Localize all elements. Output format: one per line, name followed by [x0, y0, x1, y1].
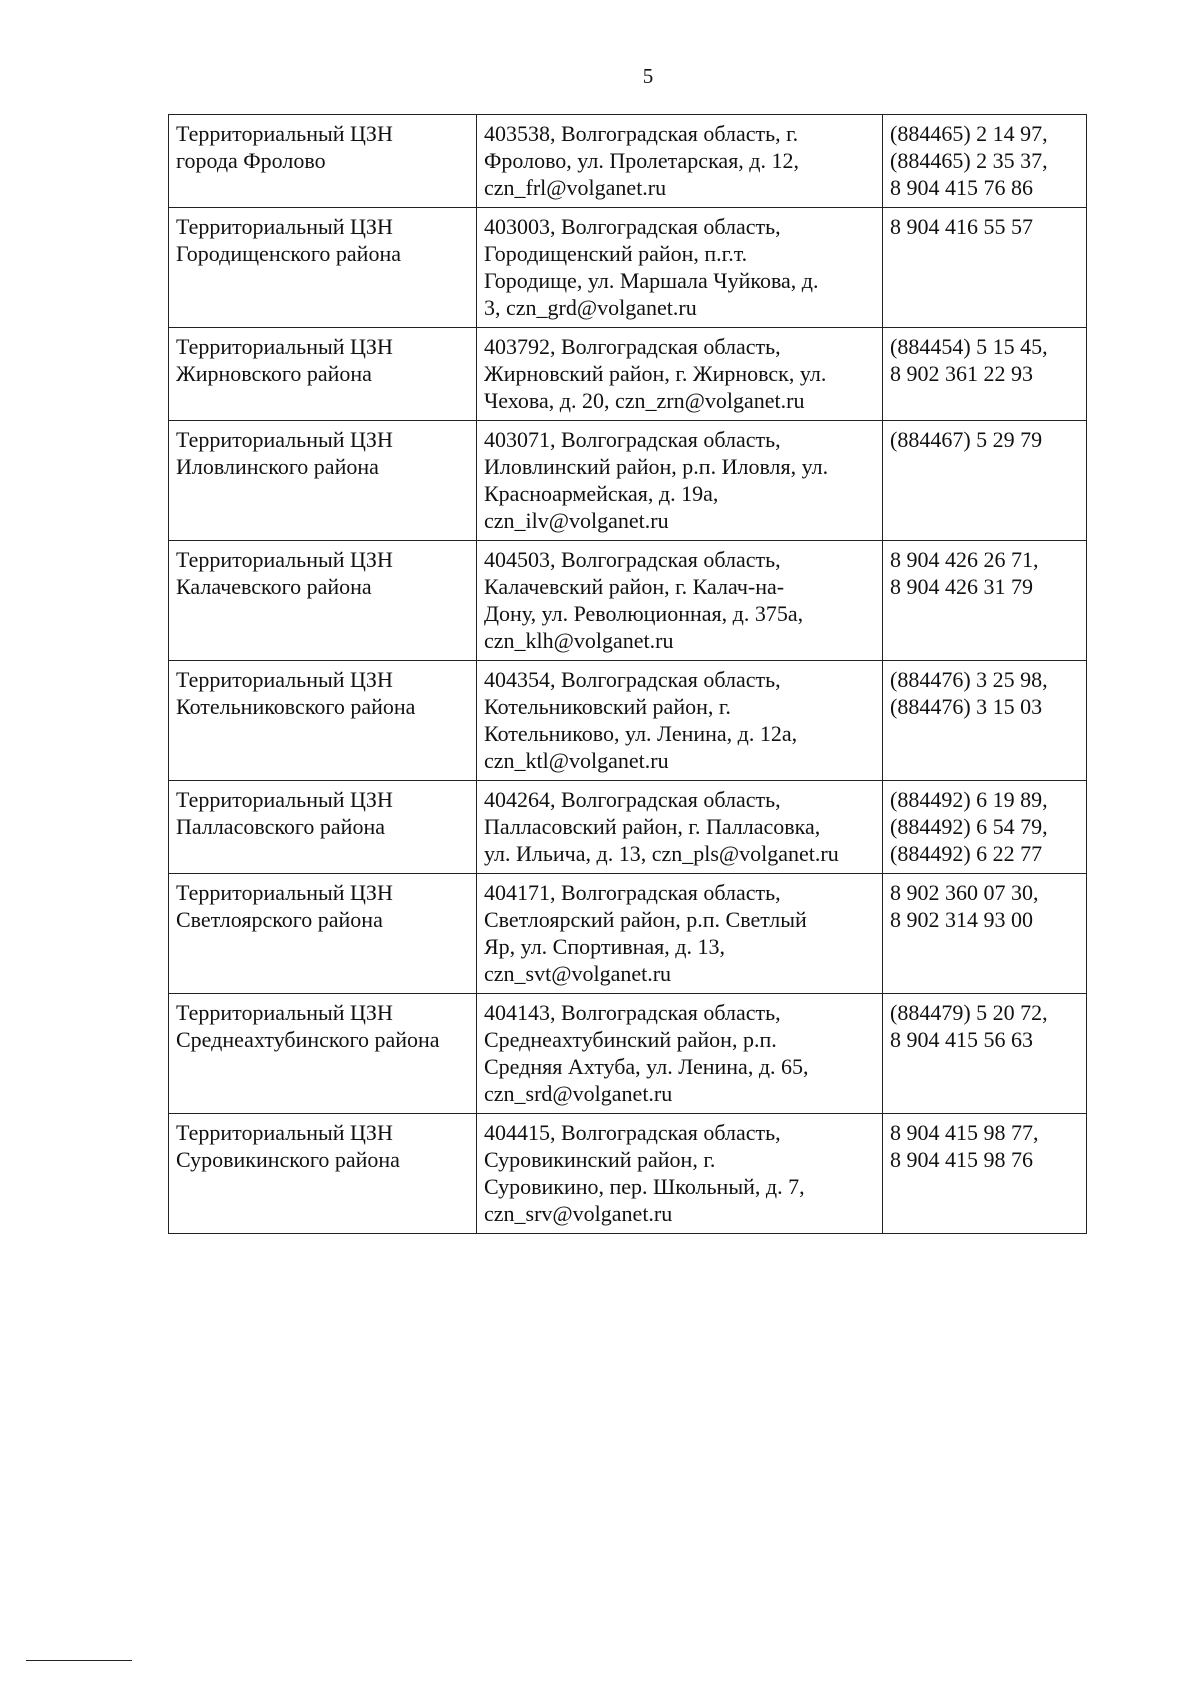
center-address-line: Иловлинский район, р.п. Иловля, ул. — [484, 454, 829, 479]
center-name-line: Жирновского района — [176, 361, 372, 386]
center-phone-line: (884465) 2 14 97, — [890, 121, 1048, 146]
center-phone-line: 8 904 415 76 86 — [890, 175, 1033, 200]
center-address-line: czn_svt@volganet.ru — [484, 961, 672, 986]
center-name-line: Калачевского района — [176, 574, 372, 599]
center-name-cell — [169, 781, 477, 874]
center-address-line: Среднеахтубинский район, р.п. — [484, 1027, 777, 1052]
center-address-line: czn_klh@volganet.ru — [484, 628, 674, 653]
center-name-cell — [169, 541, 477, 661]
center-address-line: Светлоярский район, р.п. Светлый — [484, 907, 807, 932]
employment-centers-table — [168, 114, 1087, 1234]
center-phones-cell — [883, 661, 1087, 781]
center-address-line: 404503, Волгоградская область, — [484, 547, 781, 572]
center-address-cell — [477, 781, 883, 874]
center-address-cell — [477, 874, 883, 994]
table-row — [169, 328, 1087, 421]
center-address-line: Яр, ул. Спортивная, д. 13, — [484, 934, 725, 959]
center-phones-cell — [883, 328, 1087, 421]
table-row — [169, 661, 1087, 781]
center-address-line: ул. Ильича, д. 13, czn_pls@volganet.ru — [484, 841, 839, 866]
center-address-line: 403792, Волгоградская область, — [484, 334, 781, 359]
center-address-line: czn_ktl@volganet.ru — [484, 748, 669, 773]
center-address-line: Палласовский район, г. Палласовка, — [484, 814, 821, 839]
center-address-line: czn_ilv@volganet.ru — [484, 508, 669, 533]
center-address-line: Городищенский район, п.г.т. — [484, 241, 748, 266]
center-name-line: Территориальный ЦЗН — [176, 547, 393, 572]
center-address-cell — [477, 421, 883, 541]
center-phones-cell — [883, 781, 1087, 874]
center-phone-line: 8 902 361 22 93 — [890, 361, 1033, 386]
center-phone-line: 8 902 314 93 00 — [890, 907, 1033, 932]
center-phone-line: 8 904 415 56 63 — [890, 1027, 1033, 1052]
center-address-line: 403538, Волгоградская область, г. — [484, 121, 799, 146]
center-phone-line: 8 904 415 98 77, — [890, 1120, 1039, 1145]
center-name-line: Городищенского района — [176, 241, 401, 266]
table-body — [169, 115, 1087, 1234]
center-address-line: 403003, Волгоградская область, — [484, 214, 781, 239]
center-address-cell — [477, 208, 883, 328]
center-address-line: 404415, Волгоградская область, — [484, 1120, 781, 1145]
center-address-line: czn_srv@volganet.ru — [484, 1201, 673, 1226]
center-phone-line: (884465) 2 35 37, — [890, 148, 1048, 173]
center-name-line: Территориальный ЦЗН — [176, 1120, 393, 1145]
center-address-cell — [477, 1114, 883, 1234]
center-address-line: Фролово, ул. Пролетарская, д. 12, — [484, 148, 800, 173]
center-phone-line: 8 904 426 31 79 — [890, 574, 1033, 599]
center-address-cell — [477, 994, 883, 1114]
center-phone-line: 8 904 416 55 57 — [890, 214, 1033, 239]
center-phone-line: 8 904 415 98 76 — [890, 1147, 1033, 1172]
center-name-line: Суровикинского района — [176, 1147, 400, 1172]
center-address-line: Жирновский район, г. Жирновск, ул. — [484, 361, 827, 386]
center-name-cell — [169, 328, 477, 421]
center-name-line: Иловлинского района — [176, 454, 379, 479]
table-row — [169, 781, 1087, 874]
center-name-line: Светлоярского района — [176, 907, 383, 932]
center-address-line: czn_srd@volganet.ru — [484, 1081, 673, 1106]
center-address-cell — [477, 328, 883, 421]
center-address-line: Котельниковский район, г. — [484, 694, 731, 719]
center-address-line: Средняя Ахтуба, ул. Ленина, д. 65, — [484, 1054, 809, 1079]
center-phone-line: (884492) 6 22 77 — [890, 841, 1043, 866]
center-name-cell — [169, 874, 477, 994]
center-address-line: Суровикинский район, г. — [484, 1147, 716, 1172]
table-row — [169, 421, 1087, 541]
center-address-line: Городище, ул. Маршала Чуйкова, д. — [484, 268, 819, 293]
center-address-line: 404143, Волгоградская область, — [484, 1000, 781, 1025]
center-address-cell — [477, 115, 883, 208]
table-row — [169, 208, 1087, 328]
center-name-line: Территориальный ЦЗН — [176, 1000, 393, 1025]
center-address-line: 404354, Волгоградская область, — [484, 667, 781, 692]
center-name-cell — [169, 115, 477, 208]
table-row — [169, 541, 1087, 661]
center-name-line: города Фролово — [176, 148, 326, 173]
footer-rule — [26, 1660, 132, 1661]
center-name-line: Котельниковского района — [176, 694, 416, 719]
center-name-line: Территориальный ЦЗН — [176, 334, 393, 359]
center-address-line: 404264, Волгоградская область, — [484, 787, 781, 812]
center-phone-line: (884492) 6 19 89, — [890, 787, 1048, 812]
center-name-cell — [169, 994, 477, 1114]
center-phones-cell — [883, 421, 1087, 541]
center-phones-cell — [883, 1114, 1087, 1234]
center-phone-line: (884467) 5 29 79 — [890, 427, 1043, 452]
center-name-line: Палласовского района — [176, 814, 385, 839]
table-row — [169, 115, 1087, 208]
center-phone-line: (884476) 3 25 98, — [890, 667, 1048, 692]
center-name-line: Территориальный ЦЗН — [176, 121, 393, 146]
center-address-line: Чехова, д. 20, czn_zrn@volganet.ru — [484, 388, 805, 413]
center-name-line: Территориальный ЦЗН — [176, 787, 393, 812]
center-name-cell — [169, 661, 477, 781]
center-phones-cell — [883, 541, 1087, 661]
table-row — [169, 994, 1087, 1114]
center-name-line: Среднеахтубинского района — [176, 1027, 440, 1052]
center-address-line: Суровикино, пер. Школьный, д. 7, — [484, 1174, 805, 1199]
center-phone-line: (884476) 3 15 03 — [890, 694, 1043, 719]
center-name-line: Территориальный ЦЗН — [176, 880, 393, 905]
center-address-line: Дону, ул. Революционная, д. 375а, — [484, 601, 804, 626]
center-phones-cell — [883, 994, 1087, 1114]
center-address-line: Котельниково, ул. Ленина, д. 12а, — [484, 721, 798, 746]
center-name-cell — [169, 208, 477, 328]
center-phone-line: 8 904 426 26 71, — [890, 547, 1039, 572]
table-row — [169, 1114, 1087, 1234]
center-address-line: 403071, Волгоградская область, — [484, 427, 781, 452]
center-address-line: Красноармейская, д. 19а, — [484, 481, 719, 506]
center-address-line: czn_frl@volganet.ru — [484, 175, 667, 200]
center-name-cell — [169, 1114, 477, 1234]
table-row — [169, 874, 1087, 994]
center-address-line: 3, czn_grd@volganet.ru — [484, 295, 697, 320]
center-address-cell — [477, 541, 883, 661]
center-name-line: Территориальный ЦЗН — [176, 427, 393, 452]
center-phones-cell — [883, 115, 1087, 208]
center-phones-cell — [883, 874, 1087, 994]
page-number: 5 — [642, 64, 654, 88]
center-address-cell — [477, 661, 883, 781]
center-address-line: 404171, Волгоградская область, — [484, 880, 781, 905]
center-phone-line: 8 902 360 07 30, — [890, 880, 1039, 905]
center-name-line: Территориальный ЦЗН — [176, 667, 393, 692]
center-phone-line: (884479) 5 20 72, — [890, 1000, 1048, 1025]
center-phone-line: (884492) 6 54 79, — [890, 814, 1048, 839]
center-phones-cell — [883, 208, 1087, 328]
center-name-cell — [169, 421, 477, 541]
center-name-line: Территориальный ЦЗН — [176, 214, 393, 239]
center-phone-line: (884454) 5 15 45, — [890, 334, 1048, 359]
center-address-line: Калачевский район, г. Калач-на- — [484, 574, 785, 599]
